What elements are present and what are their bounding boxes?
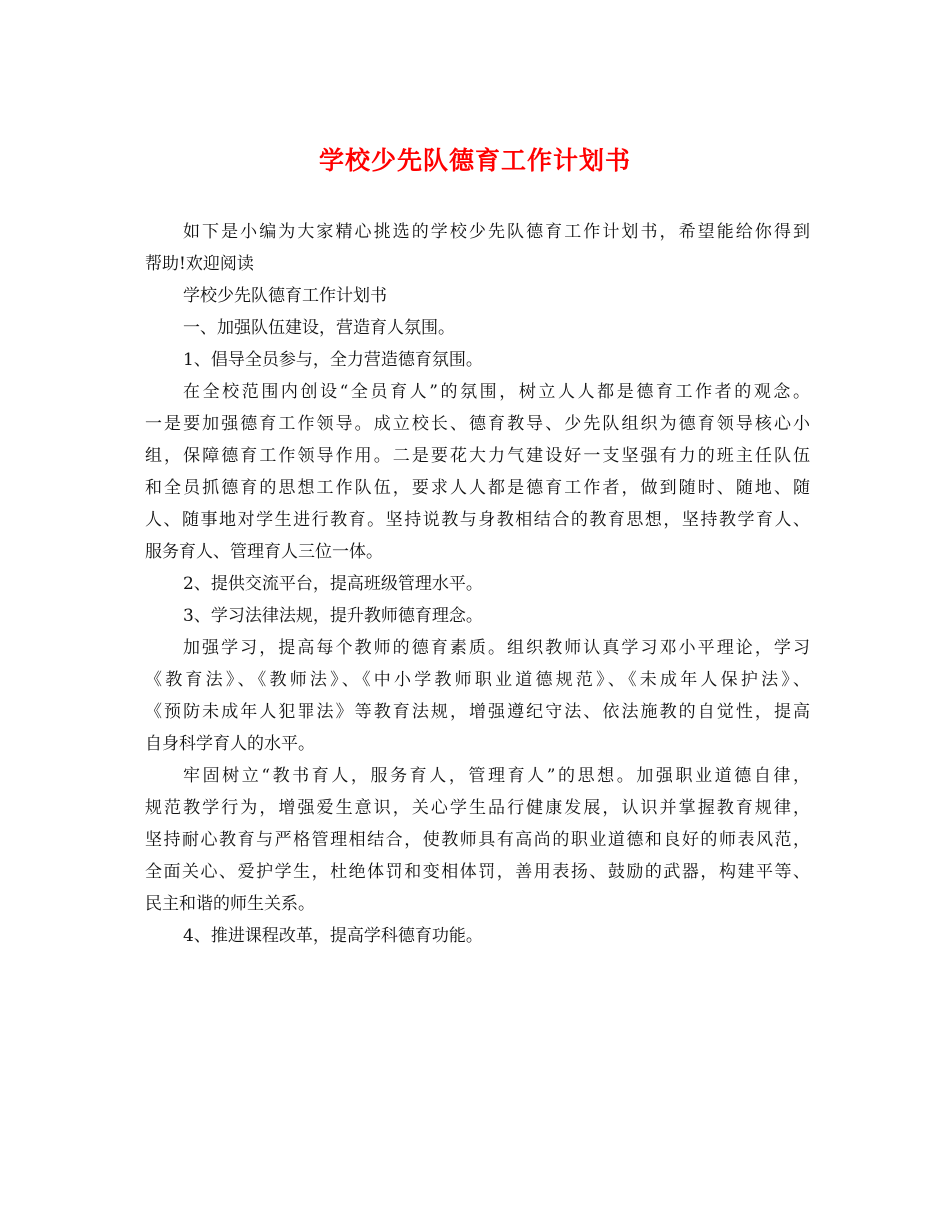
paragraph-line: 组，保障德育工作领导作用。二是要花大力气建设好一支坚强有力的班主任队伍 — [145, 446, 810, 466]
section-heading: 学校少先队德育工作计划书 — [183, 286, 387, 306]
paragraph-line: 自身科学育人的水平。 — [145, 734, 315, 754]
subsection-heading: 3、学习法律法规，提升教师德育理念。 — [183, 606, 483, 626]
paragraph-line: 全面关心、爱护学生，杜绝体罚和变相体罚，善用表扬、鼓励的武器，构建平等、 — [145, 862, 810, 882]
subsection-heading: 4、推进课程改革，提高学科德育功能。 — [183, 926, 483, 946]
paragraph-line: 坚持耐心教育与严格管理相结合，使教师具有高尚的职业道德和良好的师表风范， — [145, 830, 810, 850]
paragraph-line: 服务育人、管理育人三位一体。 — [145, 542, 383, 562]
subsection-heading: 2、提供交流平台，提高班级管理水平。 — [183, 574, 483, 594]
document-title: 学校少先队德育工作计划书 — [318, 146, 631, 175]
subsection-heading: 1、倡导全员参与，全力营造德育氛围。 — [183, 350, 483, 370]
paragraph-line: 《预防未成年人犯罪法》等教育法规，增强遵纪守法、依法施教的自觉性，提高 — [145, 702, 810, 722]
document-body — [145, 216, 810, 952]
paragraph-line: 民主和谐的师生关系。 — [145, 894, 315, 914]
paragraph-line: 人、随事地对学生进行教育。坚持说教与身教相结合的教育思想，坚持教学育人、 — [145, 510, 810, 530]
paragraph-line: 在全校范围内创设“全员育人”的氛围，树立人人都是德育工作者的观念。 — [183, 382, 810, 402]
paragraph-line: 牢固树立“教书育人，服务育人，管理育人”的思想。加强职业道德自律， — [183, 766, 810, 786]
paragraph-line: 和全员抓德育的思想工作队伍，要求人人都是德育工作者，做到随时、随地、随 — [145, 478, 810, 498]
paragraph-line: 如下是小编为大家精心挑选的学校少先队德育工作计划书，希望能给你得到 — [183, 222, 810, 242]
paragraph-line: 一是要加强德育工作领导。成立校长、德育教导、少先队组织为德育领导核心小 — [145, 414, 810, 434]
paragraph-line: 规范教学行为，增强爱生意识，关心学生品行健康发展，认识并掌握教育规律， — [145, 798, 810, 818]
paragraph-line: 帮助!欢迎阅读 — [145, 254, 254, 274]
section-heading: 一、加强队伍建设，营造育人氛围。 — [183, 318, 455, 338]
paragraph-line: 《教育法》、《教师法》、《中小学教师职业道德规范》、《未成年人保护法》、 — [145, 670, 810, 690]
paragraph-line: 加强学习，提高每个教师的德育素质。组织教师认真学习邓小平理论，学习 — [183, 638, 810, 658]
